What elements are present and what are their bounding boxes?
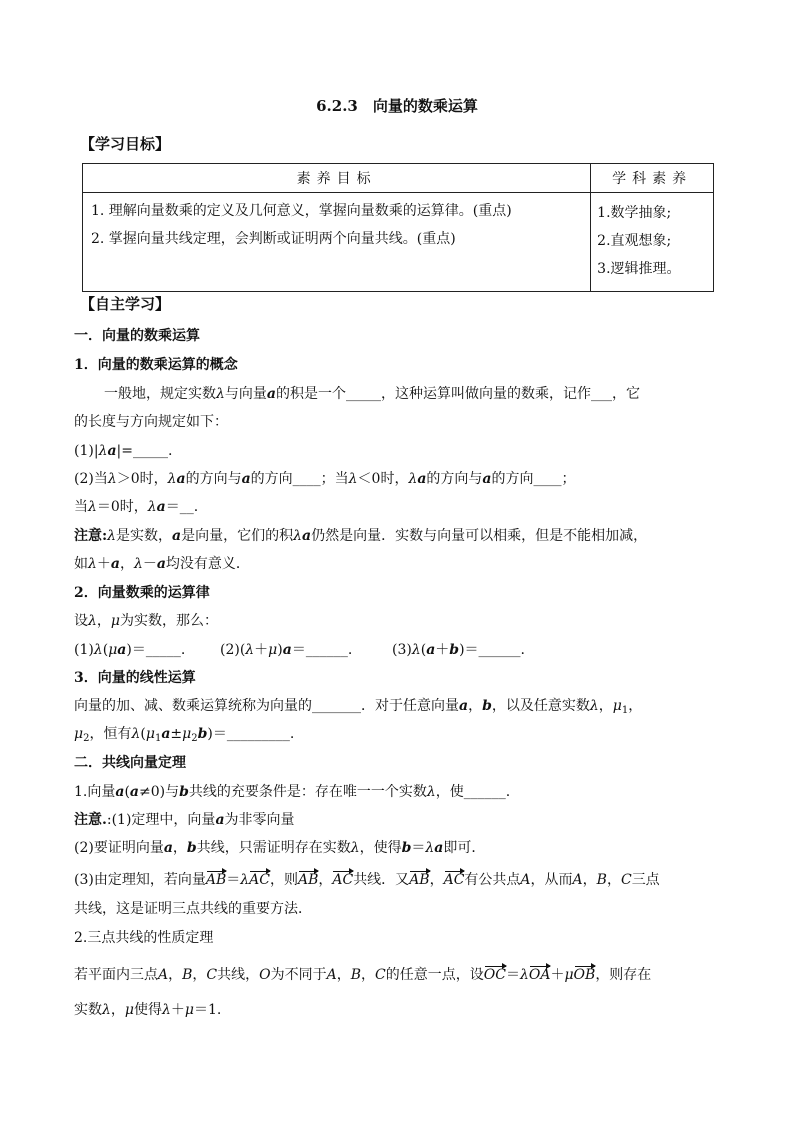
literacy-item: 3.逻辑推理。: [597, 261, 681, 277]
paragraph-line: 一般地，规定实数λ与向量a的积是一个_____，这种运算叫做向量的数乘，记作___，它: [104, 386, 640, 402]
theorem-note-3: (3)由定理知，若向量AB＝λAC，则AB，AC共线．又AB，AC有公共点A，从而A，B，C三点: [74, 872, 660, 888]
rule-line-3: 当λ＝0时，λa＝__.: [74, 499, 199, 515]
section-2-heading: 2．向量数乘的运算律: [74, 585, 210, 601]
theorem-line-1: 1.向量a(a≠0)与b共线的充要条件是：存在唯一一个实数λ，使______.: [74, 784, 511, 800]
part2-heading: 二．共线向量定理: [74, 755, 186, 771]
theorem-note-2: (2)要证明向量a，b共线，只需证明存在实数λ，使得b＝λa即可．: [74, 840, 486, 856]
paragraph-line: 向量的加、减、数乘运算统称为向量的_______．对于任意向量a，b，以及任意实数λ，$\mu_1$，: [74, 698, 643, 716]
learning-goals-heading: 【学习目标】: [80, 135, 171, 153]
goals-cell: [83, 193, 591, 292]
page-title: 6.2.3 向量的数乘运算: [316, 97, 478, 115]
table-header-literacy: 学科素养: [591, 164, 714, 193]
goal-item: 1. 理解向量数乘的定义及几何意义，掌握向量数乘的运算律。(重点): [91, 203, 512, 219]
rule-line-2: (2)当λ＞0时，λa的方向与a的方向____；当λ＜0时，λa的方向与a的方向____；: [74, 471, 576, 487]
section-3-heading: 3．向量的线性运算: [74, 670, 196, 686]
theorem-2-line-2: 实数λ，μ使得λ＋μ＝1.: [74, 1002, 222, 1018]
literacy-cell: [591, 193, 714, 292]
formula-line-3: (3)λ(a＋b)＝______.: [392, 642, 525, 658]
rule-line-1: (1)|λa|=_____.: [74, 443, 173, 459]
goals-table: [82, 163, 714, 292]
formula-line-2: (2)(λ＋μ)a＝______.: [220, 642, 353, 658]
table-header-goals: 素养目标: [83, 164, 591, 193]
section-1-heading: 1．向量的数乘运算的概念: [74, 357, 238, 373]
paragraph-line: 的长度与方向规定如下：: [74, 414, 228, 430]
theorem-2-line-1: 若平面内三点A，B，C共线，O为不同于A，B，C的任意一点，设OC＝λOA＋μOB，则存在: [74, 967, 652, 983]
theorem-note-3-cont: 共线，这是证明三点共线的重要方法．: [74, 901, 312, 917]
note-line-1: 注意:λ是实数，a是向量，它们的积λa仍然是向量．实数与向量可以相乘，但是不能相加减，: [74, 528, 648, 544]
theorem-2-heading: 2.三点共线的性质定理: [74, 930, 214, 946]
note-line-2: 如λ＋a，λ－a均没有意义．: [74, 556, 250, 572]
formula-line-1: (1)λ(μa)＝_____.: [74, 642, 186, 658]
literacy-item: 2.直观想象;: [597, 233, 672, 249]
self-study-heading: 【自主学习】: [80, 295, 171, 313]
paragraph-line: $\mu_2$，恒有$\lambda(\mu_1a\pm\mu_2b)=\_\_\_\_\_\_\_\_\_$.: [74, 726, 295, 744]
part1-heading: 一．向量的数乘运算: [74, 328, 200, 344]
theorem-note-1: 注意.:(1)定理中，向量a为非零向量: [74, 812, 295, 828]
literacy-item: 1.数学抽象;: [597, 205, 672, 221]
paragraph-line: 设λ，μ为实数，那么：: [74, 613, 218, 629]
goal-item: 2. 掌握向量共线定理，会判断或证明两个向量共线。(重点): [91, 231, 456, 247]
